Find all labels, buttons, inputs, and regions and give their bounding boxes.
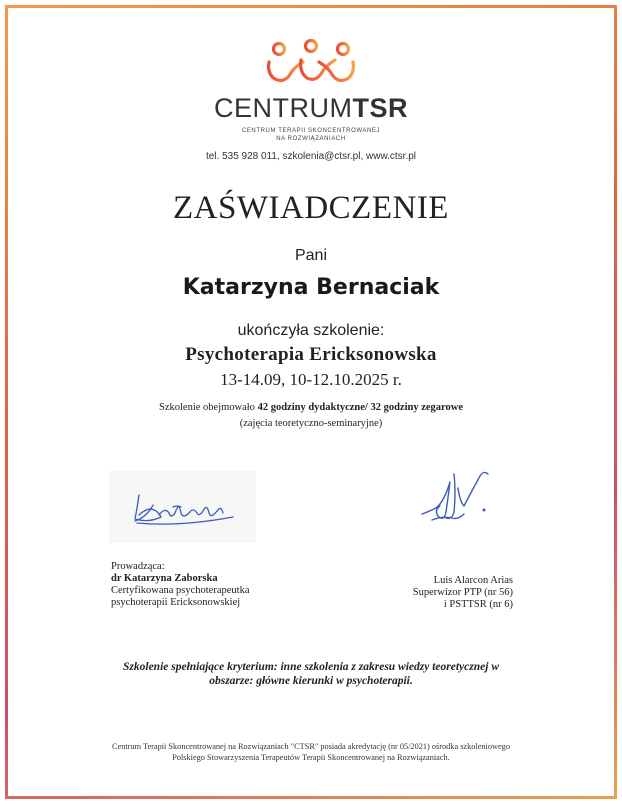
footer-line1: Centrum Terapii Skoncentrowanej na Rozwiązaniach "CTSR" posiada akredytację (nr 05/2021) ośrodka szkoleniowego — [112, 742, 510, 751]
scope-hours: 42 godziny dydaktyczne/ 32 godziny zegarowe — [257, 402, 463, 413]
right-signatory-line2: i PSTTSR (nr 6) — [443, 599, 513, 610]
signature-zaborska — [109, 471, 256, 543]
left-signatory-line2: psychoterapii Ericksonowskiej — [111, 597, 241, 608]
left-signatory-line1: Certyfikowana psychoterapeutka — [111, 585, 250, 596]
three-people-icon — [263, 38, 359, 88]
right-signatory — [300, 575, 513, 611]
left-signatory — [111, 561, 250, 609]
contact-info: tel. 535 928 011, szkolenia@ctsr.pl, www.ctsr.pl — [205, 151, 417, 162]
completed-label: ukończyła szkolenie: — [237, 322, 385, 339]
course-name: Psychoterapia Ericksonowska — [185, 344, 437, 365]
footer-accreditation — [40, 741, 582, 763]
salutation: Pani — [294, 247, 328, 264]
recipient-name: Katarzyna Bernaciak — [182, 275, 440, 300]
criteria-note — [60, 660, 562, 688]
left-signatory-role: Prowadząca: — [111, 561, 165, 572]
left-signatory-name: dr Katarzyna Zaborska — [111, 573, 218, 584]
signature-arias — [418, 468, 498, 528]
brand-name — [0, 93, 622, 124]
right-signatory-name: Luis Alarcon Arias — [433, 575, 513, 586]
brand-name-thin: CENTRUM — [214, 93, 353, 123]
certificate-title: ZAŚWIADCZENIE — [173, 190, 449, 226]
scope-note: (zajęcia teoretyczno-seminaryjne) — [239, 418, 383, 429]
footer-line2: Polskiego Stowarzyszenia Terapeutów Terapii Skoncentrowanej na Rozwiązaniach. — [172, 753, 450, 762]
criteria-line2: obszarze: główne kierunki w psychoterapii. — [209, 675, 413, 687]
right-signatory-line1: Superwizor PTP (nr 56) — [412, 587, 513, 598]
brand-name-bold: TSR — [352, 93, 408, 123]
course-dates: 13-14.09, 10-12.10.2025 r. — [220, 370, 402, 389]
brand-subtitle-1: CENTRUM TERAPII SKONCENTROWANEJ — [241, 128, 381, 134]
criteria-line1: Szkolenie spełniające kryterium: inne szkolenia z zakresu wiedzy teoretycznej w — [123, 661, 499, 673]
scope-prefix: Szkolenie obejmowało — [159, 402, 258, 413]
brand-subtitle-2: NA ROZWIĄZANIACH — [276, 136, 346, 142]
course-scope — [0, 402, 622, 413]
